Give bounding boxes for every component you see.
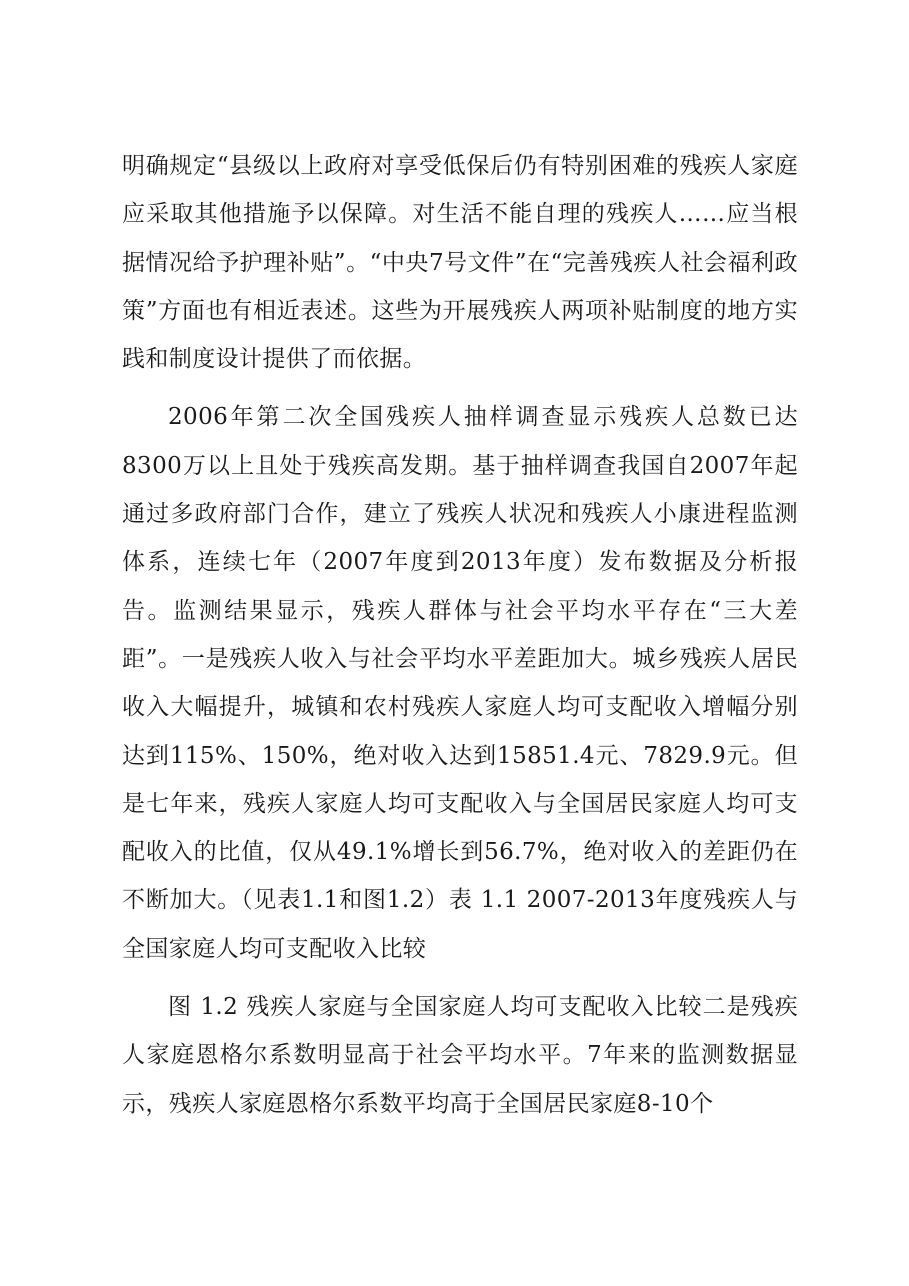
paragraph-continuation: 明确规定“县级以上政府对享受低保后仍有特别困难的残疾人家庭应采取其他措施予以保障。对生活不能自理的残疾人……应当根据情况给予护理补贴”。“中央7号文件”在“完善残疾人社会福利政策”方面也有相近表述。这些为开展残疾人两项补贴制度的地方实践和制度设计提供了而依据。	[122, 153, 798, 373]
body-text	[122, 142, 798, 1128]
paragraph-engel-coefficient: 图 1.2 残疾人家庭与全国家庭人均可支配收入比较二是残疾人家庭恩格尔系数明显高于社会平均水平。7年来的监测数据显示，残疾人家庭恩格尔系数平均高于全国居民家庭8-10个	[122, 994, 798, 1117]
paragraph-survey-results: 2006年第二次全国残疾人抽样调查显示残疾人总数已达8300万以上且处于残疾高发期。基于抽样调查我国自2007年起通过多政府部门合作，建立了残疾人状况和残疾人小康进程监测体系，连续七年（2007年度到2013年度）发布数据及分析报告。监测结果显示，残疾人群体与社会平均水平存在“三大差距”。一是残疾人收入与社会平均水平差距加大。城乡残疾人居民收入大幅提升，城镇和农村残疾人家庭人均可支配收入增幅分别达到115%、150%，绝对收入达到15851.4元、7829.9元。但是七年来，残疾人家庭人均可支配收入与全国居民家庭人均可支配收入的比值，仅从49.1%增长到56.7%，绝对收入的差距仍在不断加大。（见表1.1和图1.2）表 1.1 2007-2013年度残疾人与全国家庭人均可支配收入比较	[122, 404, 798, 962]
